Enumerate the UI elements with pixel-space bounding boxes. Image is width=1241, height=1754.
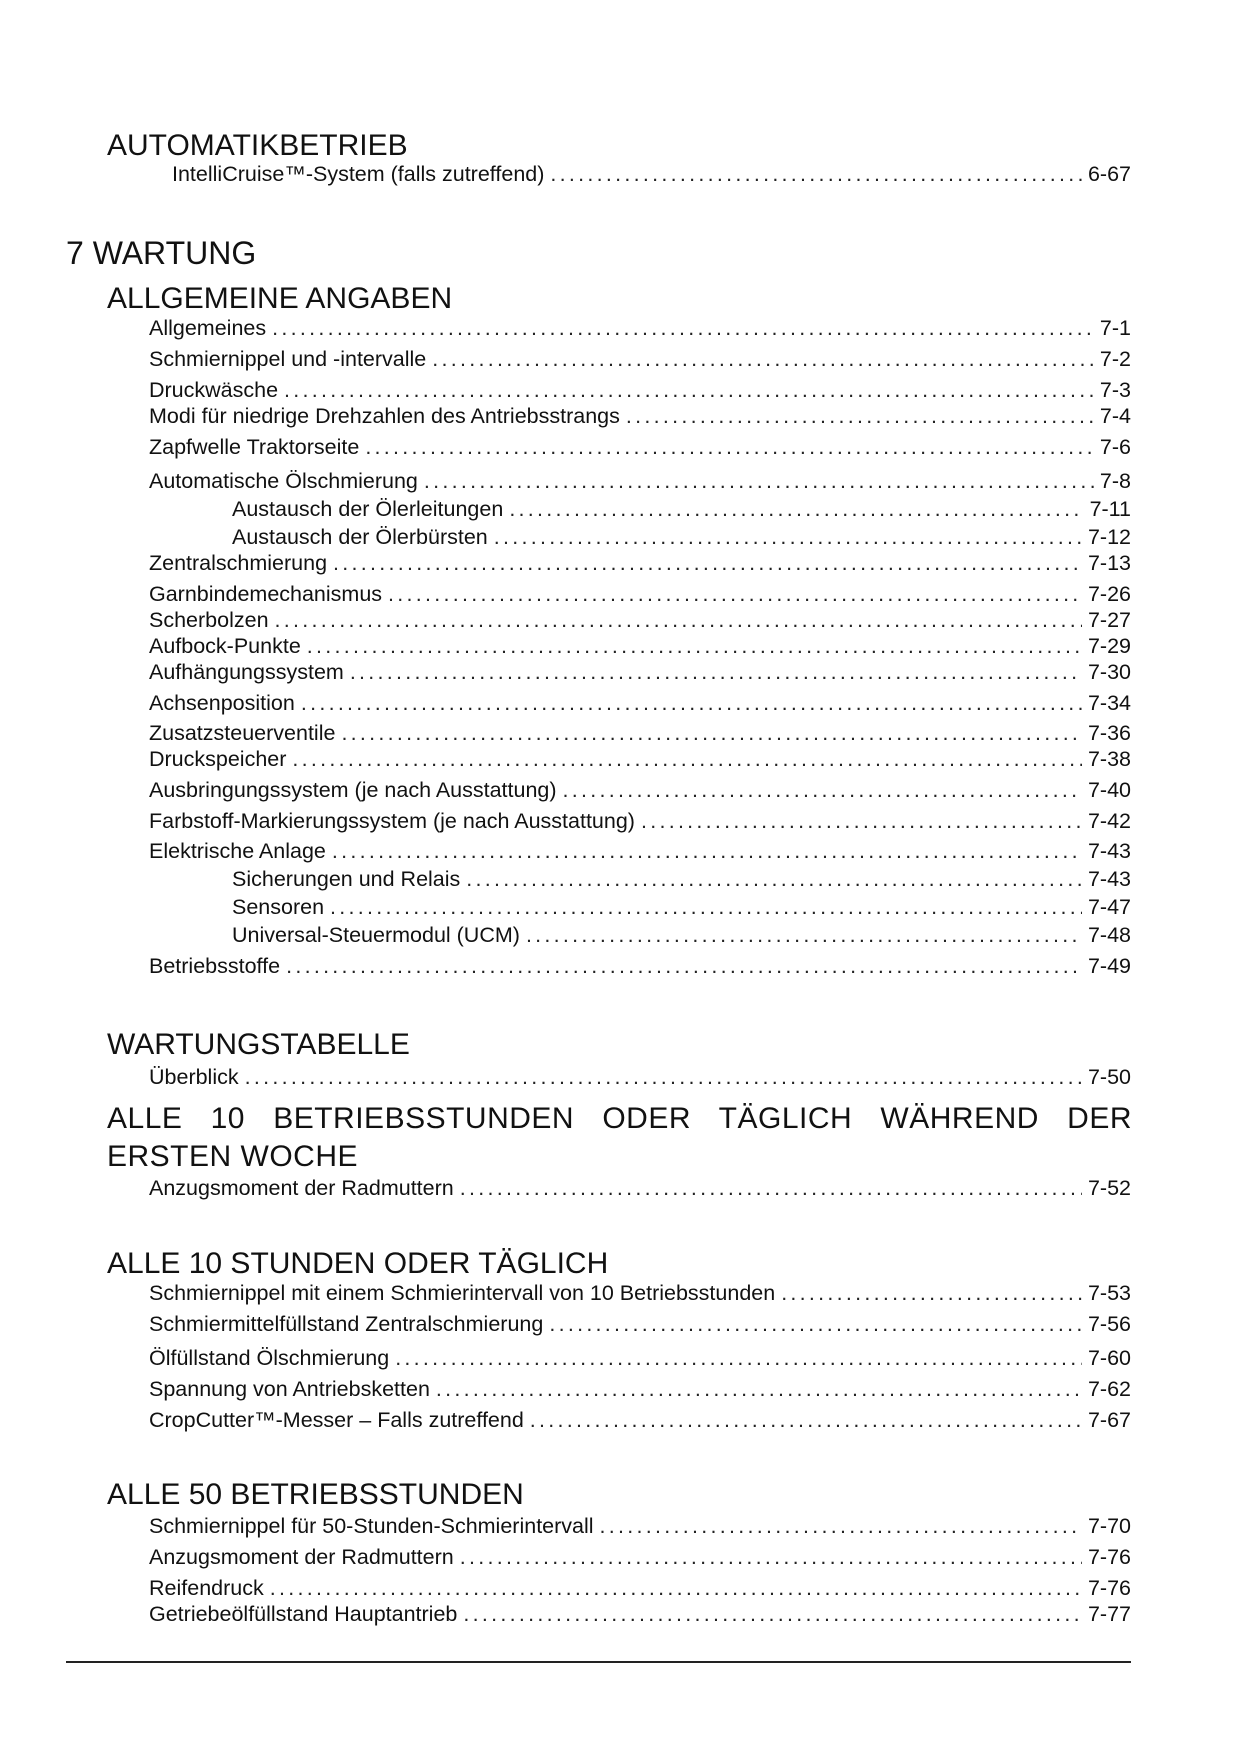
dot-leader bbox=[284, 377, 1094, 403]
toc-entry[interactable] bbox=[149, 315, 1131, 341]
toc-entry-title: Sicherungen und Relais bbox=[232, 867, 461, 891]
toc-entry-title: Allgemeines bbox=[149, 316, 267, 340]
toc-entry-page: 7-36 bbox=[1087, 721, 1131, 745]
dot-leader bbox=[463, 1601, 1082, 1627]
dot-leader bbox=[365, 434, 1094, 460]
toc-entry-title: Ausbringungssystem (je nach Ausstattung) bbox=[149, 778, 557, 802]
toc-entry-page: 7-70 bbox=[1087, 1514, 1131, 1538]
dot-leader bbox=[509, 496, 1083, 522]
toc-subentry[interactable] bbox=[232, 894, 1131, 920]
toc-entry-title: Reifendruck bbox=[149, 1576, 264, 1600]
dot-leader bbox=[466, 866, 1082, 892]
toc-entry-page: 7-43 bbox=[1087, 839, 1131, 863]
dot-leader bbox=[332, 838, 1082, 864]
toc-entry[interactable] bbox=[149, 1601, 1131, 1627]
toc-entry-page: 7-26 bbox=[1087, 582, 1131, 606]
dot-leader bbox=[600, 1513, 1082, 1539]
footer-divider bbox=[66, 1661, 1131, 1663]
toc-entry-page: 7-77 bbox=[1087, 1602, 1131, 1626]
toc-entry-title: Farbstoff-Markierungssystem (je nach Ausstattung) bbox=[149, 809, 635, 833]
dot-leader bbox=[270, 1575, 1082, 1601]
dot-leader bbox=[275, 607, 1082, 633]
toc-entry[interactable] bbox=[149, 690, 1131, 716]
toc-entry-title: Sensoren bbox=[232, 895, 325, 919]
toc-entry[interactable] bbox=[149, 581, 1131, 607]
toc-entry[interactable] bbox=[149, 1513, 1131, 1539]
toc-entry-title: Aufbock-Punkte bbox=[149, 634, 301, 658]
toc-entry-page: 7-34 bbox=[1087, 691, 1131, 715]
toc-entry[interactable] bbox=[149, 468, 1131, 494]
dot-leader bbox=[550, 161, 1082, 187]
toc-entry-title: Zusatzsteuerventile bbox=[149, 721, 336, 745]
section-heading-automatikbetrieb: AUTOMATIKBETRIEB bbox=[107, 129, 408, 162]
toc-entry-title: Anzugsmoment der Radmuttern bbox=[149, 1176, 454, 1200]
toc-entry-page: 7-60 bbox=[1087, 1346, 1131, 1370]
toc-entry-page: 7-62 bbox=[1087, 1377, 1131, 1401]
toc-subentry[interactable] bbox=[232, 922, 1131, 948]
toc-entry-title: CropCutter™-Messer – Falls zutreffend bbox=[149, 1408, 524, 1432]
toc-entry-title: Automatische Ölschmierung bbox=[149, 469, 418, 493]
toc-entry-page: 7-52 bbox=[1087, 1176, 1131, 1200]
dot-leader bbox=[272, 315, 1094, 341]
dot-leader bbox=[395, 1345, 1082, 1371]
dot-leader bbox=[432, 346, 1094, 372]
section-heading-alle-10-erste-woche: ALLE 10 BETRIEBSSTUNDEN ODER TÄGLICH WÄHREND DER ERSTEN WOCHE bbox=[107, 1102, 1132, 1173]
toc-entry-page: 7-38 bbox=[1087, 747, 1131, 771]
dot-leader bbox=[301, 690, 1082, 716]
toc-entry[interactable] bbox=[149, 1544, 1131, 1570]
toc-entry-title: Scherbolzen bbox=[149, 608, 269, 632]
toc-subentry[interactable] bbox=[232, 524, 1131, 550]
toc-entry[interactable] bbox=[149, 607, 1131, 633]
dot-leader bbox=[307, 633, 1082, 659]
toc-entry-page: 7-50 bbox=[1087, 1065, 1131, 1089]
toc-entry[interactable] bbox=[149, 633, 1131, 659]
dot-leader bbox=[292, 746, 1082, 772]
toc-entry-page: 7-76 bbox=[1087, 1576, 1131, 1600]
toc-entry[interactable] bbox=[149, 1376, 1131, 1402]
toc-entry-title: Elektrische Anlage bbox=[149, 839, 326, 863]
toc-entry-page: 7-1 bbox=[1099, 316, 1131, 340]
toc-entry-title: IntelliCruise™-System (falls zutreffend) bbox=[172, 162, 545, 186]
toc-entry[interactable] bbox=[149, 1280, 1131, 1306]
toc-entry-title: Spannung von Antriebsketten bbox=[149, 1377, 430, 1401]
toc-entry[interactable] bbox=[149, 808, 1131, 834]
toc-entry-title: Druckwäsche bbox=[149, 378, 279, 402]
toc-entry-page: 7-11 bbox=[1089, 497, 1131, 521]
dot-leader bbox=[781, 1280, 1082, 1306]
toc-entry-title: Modi für niedrige Drehzahlen des Antriebsstrangs bbox=[149, 404, 620, 428]
toc-entry-page: 7-27 bbox=[1087, 608, 1131, 632]
toc-entry[interactable] bbox=[149, 1311, 1131, 1337]
dot-leader bbox=[330, 894, 1082, 920]
toc-entry-title: Überblick bbox=[149, 1065, 239, 1089]
chapter-heading: 7 WARTUNG bbox=[66, 235, 257, 271]
dot-leader bbox=[424, 468, 1094, 494]
toc-entry[interactable] bbox=[149, 838, 1131, 864]
dot-leader bbox=[526, 922, 1082, 948]
dot-leader bbox=[388, 581, 1082, 607]
toc-entry-title: Getriebeölfüllstand Hauptantrieb bbox=[149, 1602, 458, 1626]
toc-entry[interactable] bbox=[149, 550, 1131, 576]
toc-entry-page: 7-42 bbox=[1087, 809, 1131, 833]
dot-leader bbox=[460, 1175, 1082, 1201]
toc-entry-title: Achsenposition bbox=[149, 691, 295, 715]
toc-entry-page: 7-53 bbox=[1087, 1281, 1131, 1305]
dot-leader bbox=[286, 953, 1082, 979]
toc-entry[interactable] bbox=[149, 659, 1131, 685]
toc-entry[interactable] bbox=[149, 346, 1131, 372]
toc-entry[interactable] bbox=[149, 1175, 1131, 1201]
section-heading-alle-10-stunden: ALLE 10 STUNDEN ODER TÄGLICH bbox=[107, 1247, 609, 1280]
toc-subentry[interactable] bbox=[232, 866, 1131, 892]
toc-subentry[interactable] bbox=[232, 496, 1131, 522]
toc-entry-title: Schmiernippel für 50-Stunden-Schmierintervall bbox=[149, 1514, 594, 1538]
toc-entry[interactable] bbox=[149, 1407, 1131, 1433]
dot-leader bbox=[563, 777, 1082, 803]
toc-entry-title: Garnbindemechanismus bbox=[149, 582, 383, 606]
toc-entry-page: 7-6 bbox=[1099, 435, 1131, 459]
toc-entry-page: 7-3 bbox=[1099, 378, 1131, 402]
toc-entry-page: 6-67 bbox=[1087, 162, 1131, 186]
toc-entry-page: 7-47 bbox=[1087, 895, 1131, 919]
toc-entry[interactable] bbox=[149, 746, 1131, 772]
dot-leader bbox=[350, 659, 1082, 685]
toc-entry-page: 7-12 bbox=[1087, 525, 1131, 549]
toc-entry-title: Universal-Steuermodul (UCM) bbox=[232, 923, 520, 947]
toc-entry-page: 7-4 bbox=[1099, 404, 1131, 428]
toc-entry[interactable] bbox=[172, 161, 1131, 187]
toc-entry-title: Betriebsstoffe bbox=[149, 954, 281, 978]
toc-entry[interactable] bbox=[149, 777, 1131, 803]
section-heading-alle-50: ALLE 50 BETRIEBSSTUNDEN bbox=[107, 1478, 524, 1511]
toc-entry[interactable] bbox=[149, 1064, 1131, 1090]
toc-entry-page: 7-43 bbox=[1087, 867, 1131, 891]
toc-entry-page: 7-49 bbox=[1087, 954, 1131, 978]
toc-entry[interactable] bbox=[149, 1345, 1131, 1371]
toc-entry-title: Schmiernippel mit einem Schmierintervall von 10 Betriebsstunden bbox=[149, 1281, 776, 1305]
toc-entry-page: 7-8 bbox=[1099, 469, 1131, 493]
toc-entry-title: Zentralschmierung bbox=[149, 551, 328, 575]
toc-entry-title: Aufhängungssystem bbox=[149, 660, 344, 684]
toc-entry[interactable] bbox=[149, 434, 1131, 460]
toc-entry[interactable] bbox=[149, 1575, 1131, 1601]
toc-entry-title: Druckspeicher bbox=[149, 747, 287, 771]
dot-leader bbox=[333, 550, 1082, 576]
toc-entry-title: Anzugsmoment der Radmuttern bbox=[149, 1545, 454, 1569]
toc-entry-title: Schmiernippel und -intervalle bbox=[149, 347, 427, 371]
toc-entry-page: 7-56 bbox=[1087, 1312, 1131, 1336]
dot-leader bbox=[549, 1311, 1082, 1337]
dot-leader bbox=[436, 1376, 1082, 1402]
toc-entry-page: 7-13 bbox=[1087, 551, 1131, 575]
toc-entry-page: 7-29 bbox=[1087, 634, 1131, 658]
toc-entry[interactable] bbox=[149, 403, 1131, 429]
toc-entry-title: Zapfwelle Traktorseite bbox=[149, 435, 360, 459]
toc-entry-page: 7-30 bbox=[1087, 660, 1131, 684]
toc-entry-page: 7-48 bbox=[1087, 923, 1131, 947]
toc-entry-title: Schmiermittelfüllstand Zentralschmierung bbox=[149, 1312, 544, 1336]
toc-entry-title: Austausch der Ölerleitungen bbox=[232, 497, 504, 521]
toc-entry-page: 7-2 bbox=[1099, 347, 1131, 371]
toc-entry[interactable] bbox=[149, 377, 1131, 403]
dot-leader bbox=[626, 403, 1094, 429]
toc-entry-page: 7-76 bbox=[1087, 1545, 1131, 1569]
toc-entry-page: 7-67 bbox=[1087, 1408, 1131, 1432]
dot-leader bbox=[460, 1544, 1082, 1570]
toc-entry-title: Ölfüllstand Ölschmierung bbox=[149, 1346, 390, 1370]
toc-entry-title: Austausch der Ölerbürsten bbox=[232, 525, 488, 549]
section-heading-wartungstabelle: WARTUNGSTABELLE bbox=[107, 1028, 410, 1061]
dot-leader bbox=[341, 720, 1082, 746]
toc-entry-page: 7-40 bbox=[1087, 778, 1131, 802]
dot-leader bbox=[245, 1064, 1082, 1090]
dot-leader bbox=[641, 808, 1082, 834]
section-heading-allgemeine-angaben: ALLGEMEINE ANGABEN bbox=[107, 282, 453, 315]
dot-leader bbox=[530, 1407, 1082, 1433]
toc-entry[interactable] bbox=[149, 720, 1131, 746]
toc-entry[interactable] bbox=[149, 953, 1131, 979]
dot-leader bbox=[494, 524, 1082, 550]
